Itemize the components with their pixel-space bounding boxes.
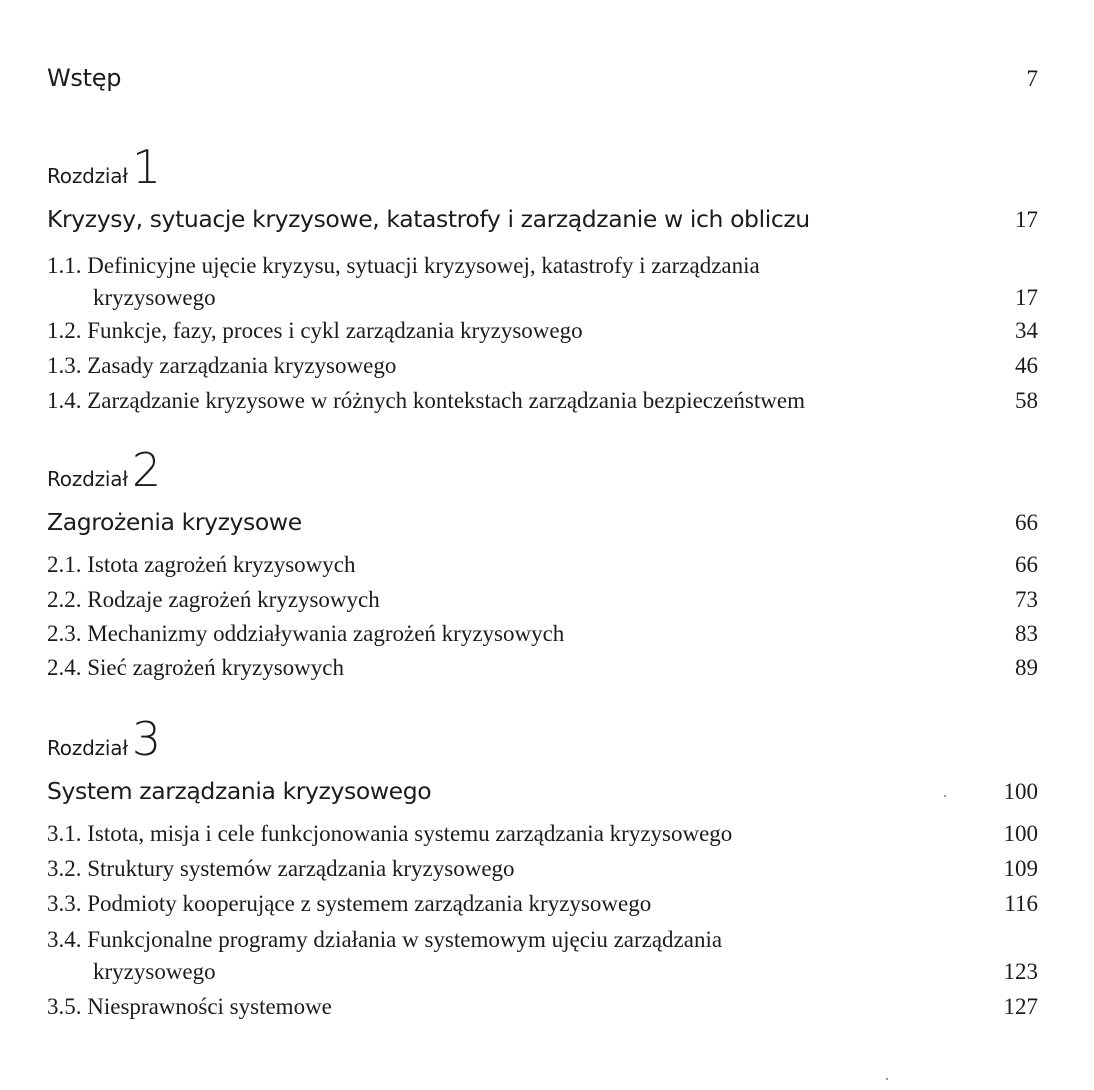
section-title: 2.2. Rodzaje zagrożeń kryzysowych: [47, 587, 380, 612]
chapter-word: Rozdział: [47, 736, 128, 760]
section-title: 3.1. Istota, misja i cele funkcjonowania systemu zarządzania kryzysowego: [47, 821, 733, 846]
section-title: 1.4. Zarządzanie kryzysowe w różnych kontekstach zarządzania bezpieczeństwem: [47, 388, 805, 413]
section-page: 58: [1015, 388, 1038, 413]
section-title: 3.2. Struktury systemów zarządzania kryzysowego: [47, 856, 515, 881]
chapter-2-label: [47, 443, 161, 497]
section-page: 89: [1015, 655, 1038, 680]
section-title: 2.3. Mechanizmy oddziaływania zagrożeń kryzysowych: [47, 621, 565, 646]
toc-entry: [47, 621, 1038, 647]
chapter-number: 3: [131, 712, 162, 766]
intro-title: Wstęp: [47, 64, 122, 92]
section-title-continued: kryzysowego: [93, 959, 216, 984]
chapter-title: Zagrożenia kryzysowe: [47, 508, 302, 536]
toc-entry: [47, 924, 1038, 988]
chapter-word: Rozdział: [47, 164, 128, 188]
chapter-page: 17: [1015, 207, 1038, 232]
toc-entry: [47, 318, 1038, 344]
section-title-continued: kryzysowego: [93, 285, 216, 310]
toc-entry: [47, 552, 1038, 578]
section-title: 3.4. Funkcjonalne programy działania w systemowym ujęciu zarządzania: [47, 927, 723, 952]
chapter-number: 1: [131, 140, 162, 194]
chapter-page: 100: [1003, 779, 1038, 804]
toc-entry: [47, 821, 1038, 847]
toc-entry: [47, 655, 1038, 681]
section-title: 2.1. Istota zagrożeń kryzysowych: [47, 552, 356, 577]
chapter-3-label: [47, 712, 161, 766]
section-page: 109: [1003, 856, 1038, 881]
section-title: 2.4. Sieć zagrożeń kryzysowych: [47, 655, 344, 680]
section-title: 3.3. Podmioty kooperujące z systemem zarządzania kryzysowego: [47, 891, 652, 916]
section-title: 1.1. Definicyjne ujęcie kryzysu, sytuacji kryzysowej, katastrofy i zarządzania: [47, 253, 760, 278]
chapter-word: Rozdział: [47, 467, 128, 491]
section-title: 1.2. Funkcje, fazy, proces i cykl zarządzania kryzysowego: [47, 318, 583, 343]
section-page: 100: [1003, 821, 1038, 846]
toc-entry-intro: [47, 64, 1038, 92]
section-title: 3.5. Niesprawności systemowe: [47, 994, 332, 1019]
chapter-title: System zarządzania kryzysowego: [47, 777, 432, 805]
section-page: 116: [1004, 891, 1038, 916]
toc-entry: [47, 891, 1038, 917]
chapter-page: 66: [1015, 510, 1038, 535]
chapter-title: Kryzysy, sytuacje kryzysowe, katastrofy i zarządzanie w ich obliczu: [47, 205, 810, 233]
chapter-2-title-row: [47, 508, 1038, 536]
toc-entry: [47, 388, 1038, 414]
section-page: 34: [1015, 318, 1038, 343]
section-page: 17: [1015, 285, 1038, 310]
toc-entry: [47, 856, 1038, 882]
toc-entry: [47, 353, 1038, 379]
toc-entry: [47, 587, 1038, 613]
scan-speck: [886, 1078, 888, 1080]
section-page: 123: [1003, 959, 1038, 984]
toc-entry: [47, 250, 1038, 314]
section-page: 66: [1015, 552, 1038, 577]
section-title: 1.3. Zasady zarządzania kryzysowego: [47, 353, 397, 378]
section-page: 83: [1015, 621, 1038, 646]
chapter-number: 2: [131, 443, 162, 497]
chapter-1-label: [47, 140, 161, 194]
chapter-3-title-row: [47, 777, 1038, 805]
toc-entry: [47, 994, 1038, 1020]
intro-page: 7: [1026, 66, 1038, 91]
scan-speck: [944, 795, 946, 797]
section-page: 73: [1015, 587, 1038, 612]
chapter-1-title-row: [47, 205, 1038, 233]
section-page: 127: [1003, 994, 1038, 1019]
section-page: 46: [1015, 353, 1038, 378]
